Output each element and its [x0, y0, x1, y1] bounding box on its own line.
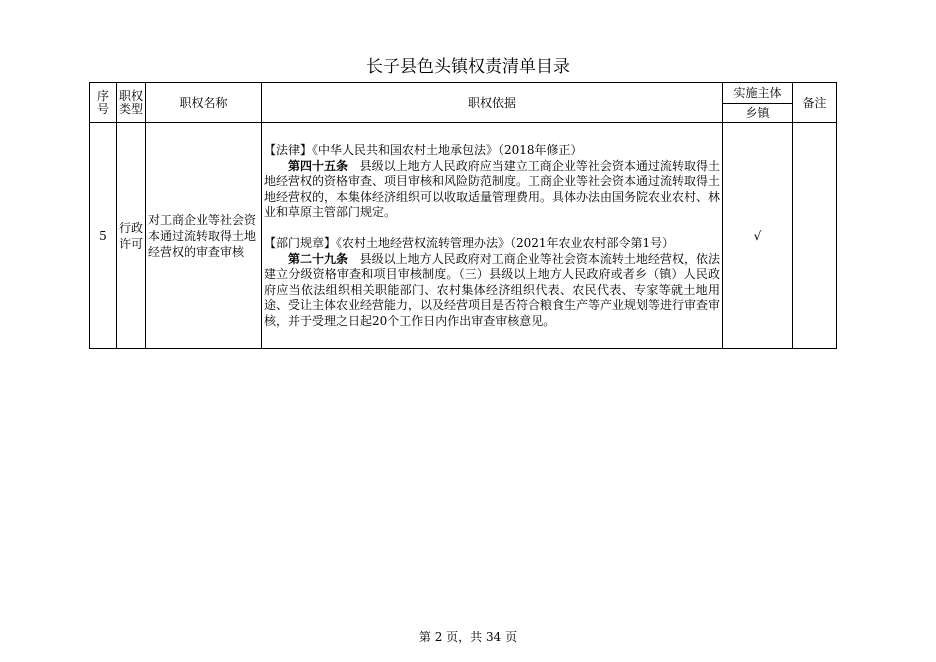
- header-name: 职权名称: [146, 83, 262, 123]
- table-row: [90, 123, 837, 349]
- basis-rule-ref: 【部门规章】《农村土地经营权流转管理办法》（2021年农业农村部令第1号）: [264, 236, 675, 250]
- basis-law-article: 第四十五条: [288, 158, 349, 173]
- cell-seq: 5: [90, 123, 117, 349]
- cell-remark: [793, 123, 837, 349]
- responsibility-table: [89, 82, 837, 349]
- cell-type: 行政许可: [117, 123, 146, 349]
- header-remark: 备注: [793, 83, 837, 123]
- basis-rule-body: 第二十九条 县级以上地方人民政府对工商企业等社会资本流转土地经营权，依法建立分级资格审查和项目审核制度。（三）县级以上地方人民政府或者乡（镇）人民政府应当依法组织相关职能部门、农村集体经济组织代表、农民代表、专家等就土地用途、受让主体农业经营能力，以及经营项目是否符合粮食生产等产业规划等进行审查审核，并于受理之日起20个工作日内作出审查审核意见。: [264, 251, 721, 328]
- header-impl: 实施主体: [723, 83, 793, 104]
- basis-law-ref: 【法律】《中华人民共和国农村土地承包法》（2018年修正）: [264, 143, 583, 157]
- cell-name: 对工商企业等社会资本通过流转取得土地经营权的审查审核: [146, 123, 262, 349]
- cell-basis: [262, 123, 723, 349]
- header-basis: 职权依据: [262, 83, 723, 123]
- page-title: 长子县色头镇权责清单目录: [366, 57, 570, 77]
- header-type: 职权类型: [117, 83, 146, 123]
- basis-law-body: 第四十五条 县级以上地方人民政府应当建立工商企业等社会资本通过流转取得土地经营权的资格审查、项目审核和风险防范制度。工商企业等社会资本通过流转取得土地经营权的，本集体经济组织可以收取适量管理费用。具体办法由国务院农业农村、林业和草原主管部门规定。: [264, 158, 721, 219]
- header-impl-township: 乡镇: [723, 103, 793, 123]
- page-footer: 第 2 页，共 34 页: [418, 630, 518, 644]
- cell-township-check: √: [723, 123, 793, 349]
- header-seq: 序号: [90, 83, 117, 123]
- basis-rule-article: 第二十九条: [288, 251, 349, 266]
